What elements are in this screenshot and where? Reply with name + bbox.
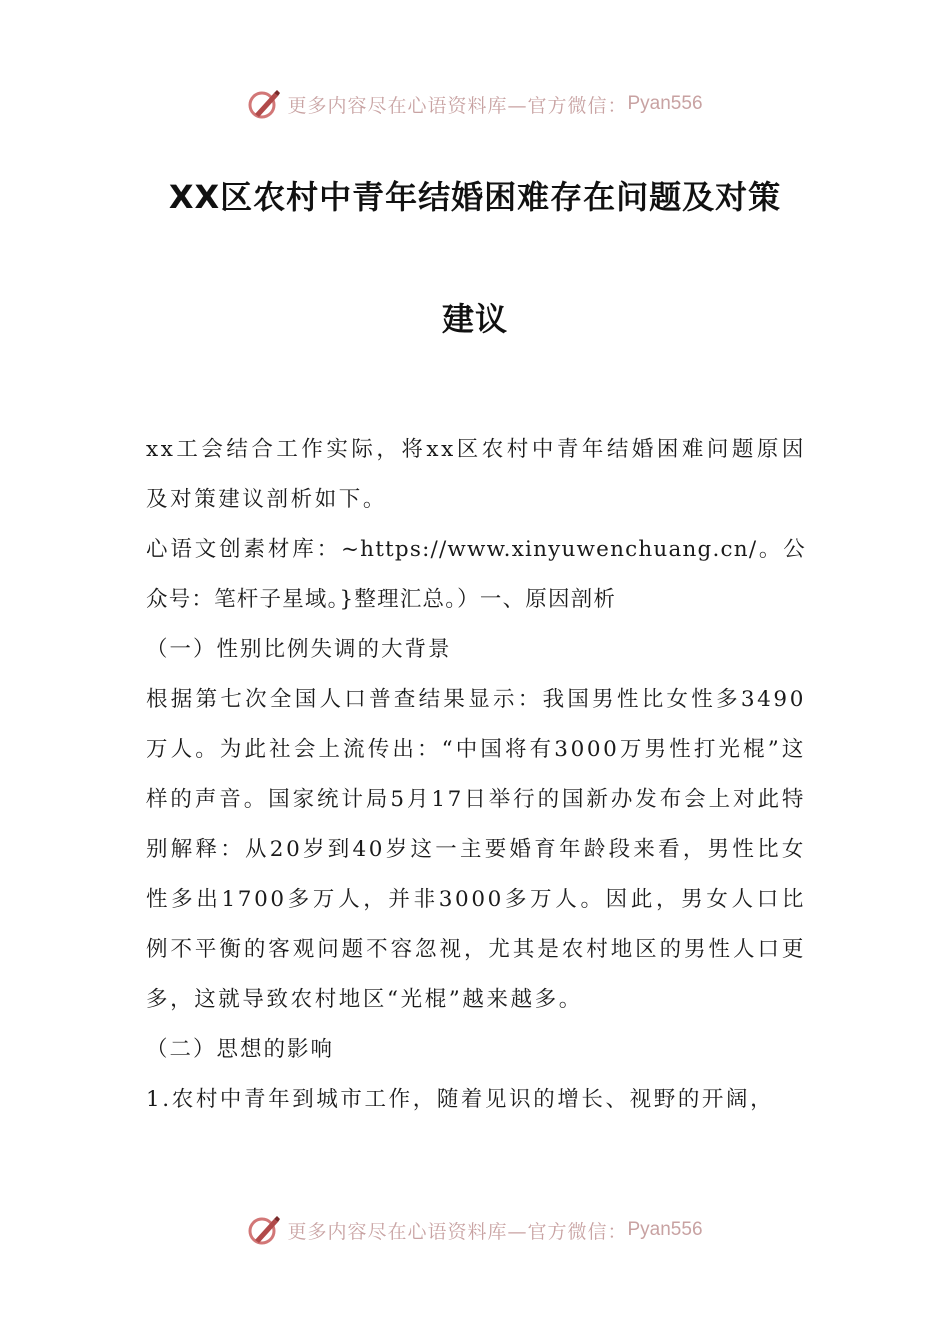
header-watermark (0, 84, 950, 124)
source-note-paragraph: 心语文创素材库：~https://www.xinyuwenchuang.cn/。公众号：笔杆子星域。}整理汇总。）一、原因剖析 (146, 537, 806, 612)
watermark-account: Pyan556 (627, 93, 703, 114)
document-title-line-2: 建议 (441, 300, 508, 338)
watermark-account: Pyan556 (627, 1219, 703, 1240)
document-title-line-1: XX区农村中青年结婚困难存在问题及对策 (168, 178, 782, 216)
point-1-paragraph: 1.农村中青年到城市工作，随着见识的增长、视野的开阔， (146, 1087, 775, 1112)
intro-paragraph: xx工会结合工作实际，将xx区农村中青年结婚困难问题原因及对策建议剖析如下。 (146, 437, 806, 512)
pen-logo-icon (247, 1213, 281, 1247)
document-body (146, 425, 806, 1125)
section-1-heading: （一）性别比例失调的大背景 (146, 637, 452, 662)
watermark-text: 更多内容尽在心语资料库—官方微信： (287, 94, 628, 117)
section-1-paragraph: 根据第七次全国人口普查结果显示：我国男性比女性多3490万人。为此社会上流传出：“中国将有3000万男性打光棍”这样的声音。国家统计局5月17日举行的国新办发布会上对此特别解释：从20岁到40岁这一主要婚育年龄段来看，男性比女性多出1700多万人，并非3000多万人。因此，男女人口比例不平衡的客观问题不容忽视，尤其是农村地区的男性人口更多，这就导致农村地区“光棍”越来越多。 (146, 687, 806, 1012)
footer-watermark (0, 1210, 950, 1250)
section-2-heading: （二）思想的影响 (146, 1037, 335, 1062)
watermark-text: 更多内容尽在心语资料库—官方微信： (287, 1220, 628, 1243)
pen-logo-icon (247, 87, 281, 121)
